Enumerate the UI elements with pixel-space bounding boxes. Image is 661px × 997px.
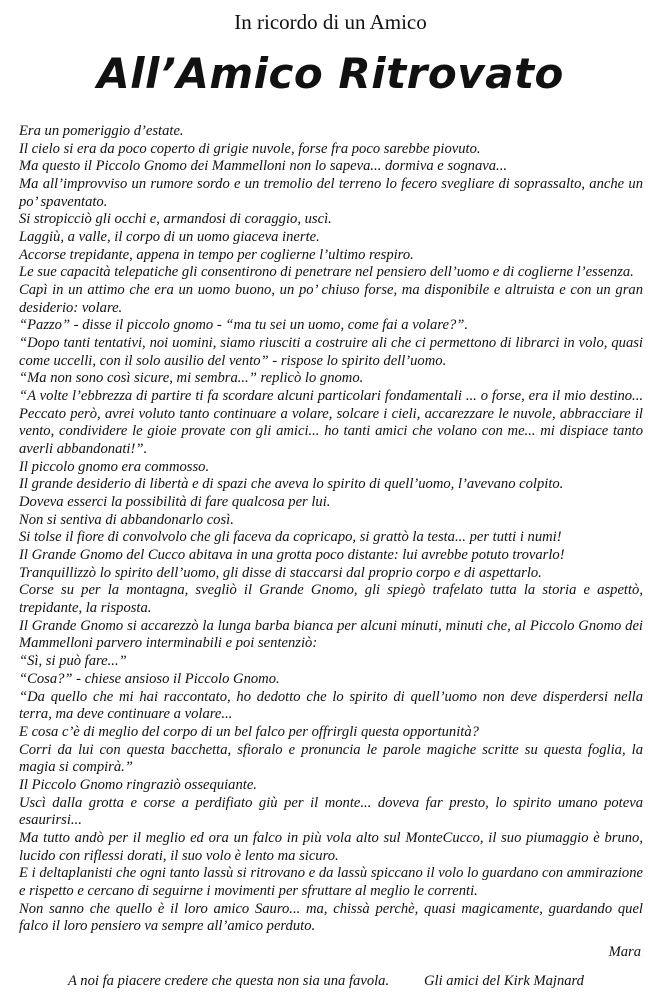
- story-paragraph: Il Grande Gnomo del Cucco abitava in una grotta poco distante: lui avrebbe potuto trovarlo!: [19, 547, 565, 564]
- footer-credit: Gli amici del Kirk Majnard: [424, 973, 584, 989]
- story-paragraph: E cosa c’è di meglio del corpo di un bel falco per offrirgli questa opportunità?: [19, 723, 479, 740]
- story-paragraph: Il piccolo gnomo era commosso.: [19, 458, 210, 475]
- story-paragraph: Doveva esserci la possibilità di fare qualcosa per lui.: [19, 494, 331, 511]
- article-title: All’Amico Ritrovato: [97, 49, 564, 98]
- story-paragraph: Si tolse il fiore di convolvolo che gli faceva da copricapo, si grattò la testa... per tutti i numi!: [19, 529, 562, 546]
- story-paragraph: “Pazzo” - disse il piccolo gnomo - “ma tu sei un uomo, come fai a volare?”.: [19, 317, 469, 334]
- story-paragraph: Ma questo il Piccolo Gnomo dei Mammelloni non lo sapeva... dormiva e sognava...: [19, 158, 507, 175]
- story-paragraph: Accorse trepidante, appena in tempo per coglierne l’ultimo respiro.: [19, 246, 414, 263]
- story-paragraph: Le sue capacità telepatiche gli consentirono di penetrare nel pensiero dell’uomo e di coglierne l’essenza.: [19, 264, 634, 281]
- story-paragraph: Ma tutto andò per il meglio ed ora un falco in più vola alto sul MonteCucco, il suo piumaggio è bruno, lucido con riflessi dorati, il suo volo è lento ma sicuro.: [19, 829, 643, 864]
- story-paragraph: Laggiù, a valle, il corpo di un uomo giaceva inerte.: [19, 229, 320, 246]
- story-paragraph: “Da quello che mi hai raccontato, ho dedotto che lo spirito di quell’uomo non deve disperdersi nella terra, ma deve continuare a volare...: [19, 688, 643, 723]
- story-paragraph: Si stropicciò gli occhi e, armandosi di coraggio, uscì.: [19, 211, 332, 228]
- story-paragraph: Corri da lui con questa bacchetta, sfioralo e pronuncia le parole magiche scritte su questa foglia, la magia si compirà.”: [19, 741, 643, 776]
- story-paragraph: Uscì dalla grotta e corse a perdifiato giù per il monte... doveva far presto, lo spirito umano poteva esaurirsi...: [19, 794, 643, 829]
- story-paragraph: Non sanno che quello è il loro amico Sauro... ma, chissà perchè, quasi magicamente, guardando quel falco il loro pensiero va sempre all’amico perduto.: [19, 900, 643, 935]
- story-paragraph: Non si sentiva di abbandonarlo così.: [19, 511, 234, 528]
- footer-note: A noi fa piacere credere che questa non sia una favola.: [68, 973, 390, 989]
- story-paragraph: E i deltaplanisti che ogni tanto lassù si ritrovano e da lassù spiccano il volo lo guardano con ammirazione e rispetto e cercano di seguirne i movimenti per sfruttare al meglio le correnti.: [19, 865, 643, 899]
- kicker-heading: In ricordo di un Amico: [234, 10, 427, 34]
- author-signature: Mara: [608, 944, 641, 960]
- story-paragraph: Il grande desiderio di libertà e di spazi che aveva lo spirito di quell’uomo, l’avevano colpito.: [19, 476, 564, 493]
- story-body: [19, 123, 643, 936]
- footer-line: [68, 972, 648, 990]
- story-paragraph: Ma all’improvviso un rumore sordo e un tremolio del terreno lo fecero svegliare di soprassalto, anche un po’ spaventato.: [19, 176, 643, 210]
- story-paragraph: “Dopo tanti tentativi, noi uomini, siamo riusciti a costruire ali che ci permettono di librarci in volo, quasi come uccelli, con il solo ausilio del vento” - rispose lo spirito dell’uomo.: [19, 335, 643, 369]
- story-paragraph: “Cosa?” - chiese ansioso il Piccolo Gnomo.: [19, 670, 280, 687]
- story-paragraph: Corse su per la montagna, svegliò il Grande Gnomo, gli spiegò trafelato tutta la storia e aspettò, trepidante, la risposta.: [19, 582, 643, 617]
- story-paragraph: Il Grande Gnomo si accarezzò la lunga barba bianca per alcuni minuti, minuti che, al Piccolo Gnomo dei Mammelloni parvero interminabili e poi sentenziò:: [19, 617, 643, 652]
- story-paragraph: Tranquillizzò lo spirito dell’uomo, gli disse di staccarsi dal proprio corpo e di aspettarlo.: [19, 564, 542, 581]
- story-paragraph: Il Piccolo Gnomo ringraziò ossequiante.: [19, 776, 257, 793]
- story-paragraph: Il cielo si era da poco coperto di grigie nuvole, forse fra poco sarebbe piovuto.: [19, 140, 481, 157]
- story-paragraph: Era un pomeriggio d’estate.: [19, 123, 184, 139]
- story-paragraph: “Sì, si può fare...”: [19, 653, 127, 670]
- story-paragraph: “A volte l’ebbrezza di partire ti fa scordare alcuni particolari fondamentali ... o forse, era il mio destino... Peccato però, avrei voluto tanto continuare a volare, solcare i cieli, accarezzare le nuvole, abbracciare il vento, condividere le gioie provate con gli amici... ho tanti amici che volano con me... mi dispiace tanto averli abbandonati!”.: [19, 388, 643, 458]
- story-paragraph: “Ma non sono così sicure, mi sembra...” replicò lo gnomo.: [19, 370, 364, 387]
- story-paragraph: Capì in un attimo che era un uomo buono, un po’ chiuso forse, ma disponibile e altruista e con un gran desiderio: volare.: [19, 282, 643, 316]
